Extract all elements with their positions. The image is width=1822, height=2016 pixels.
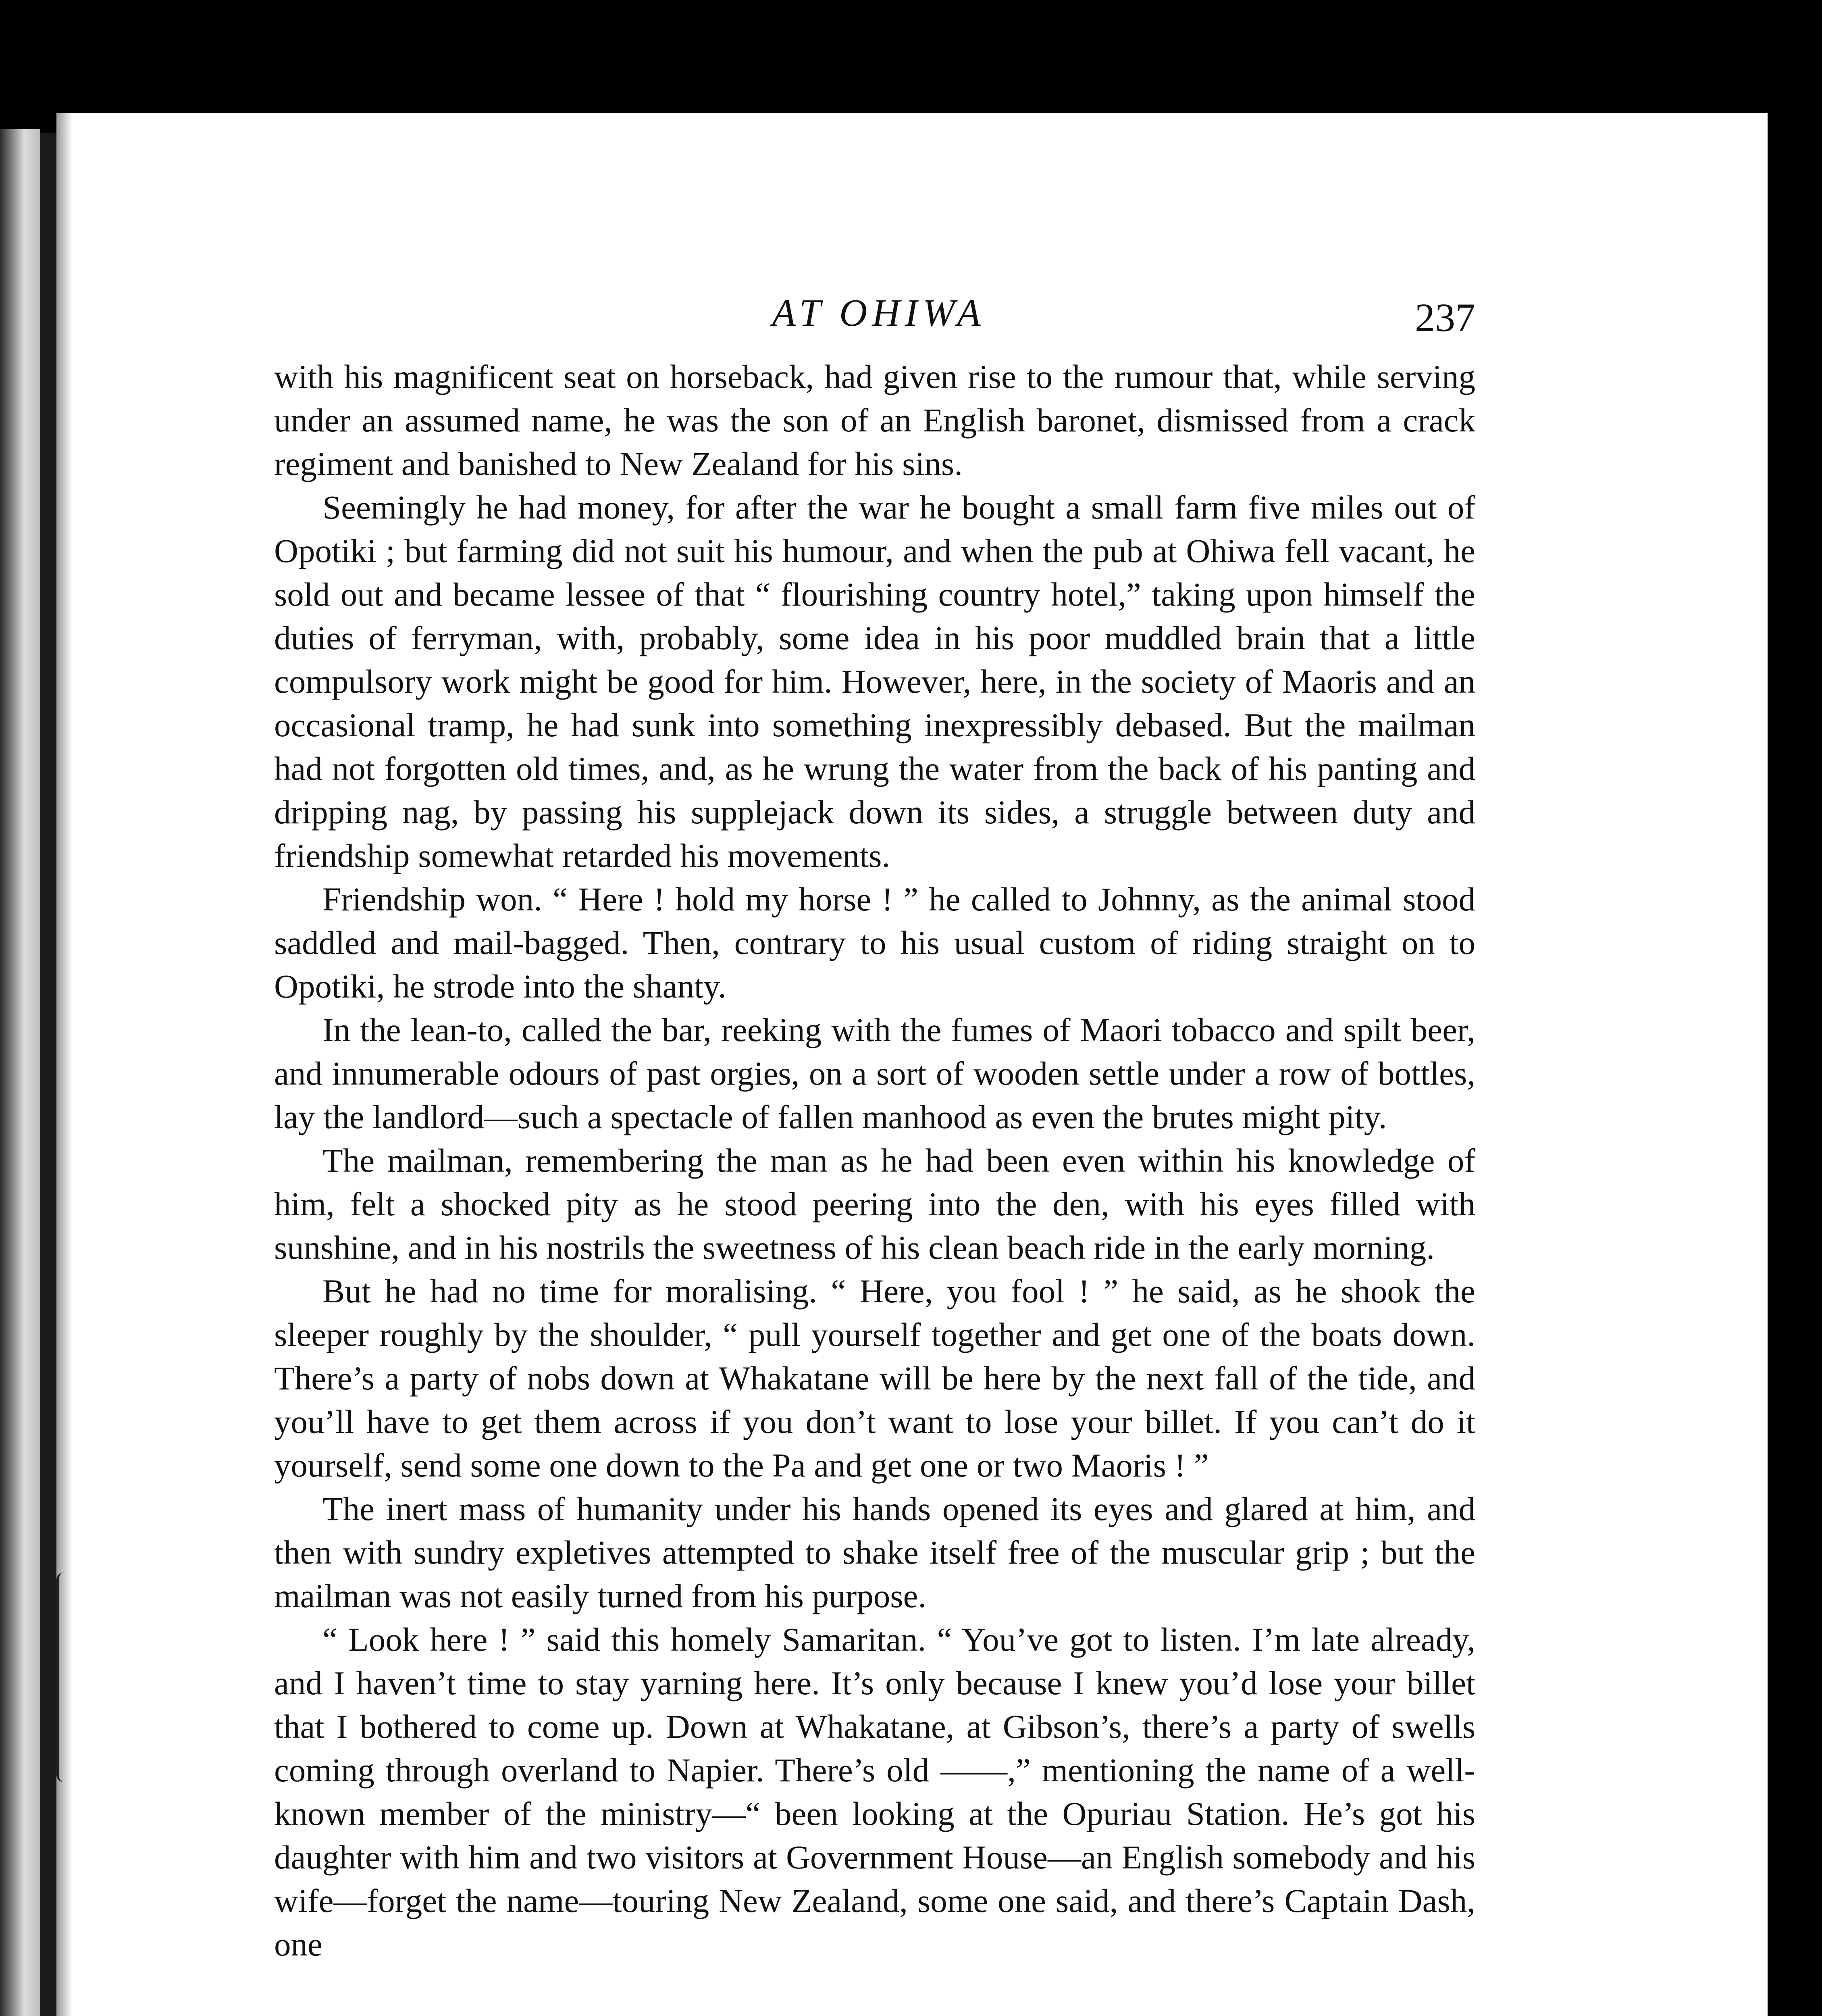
paragraph: In the lean-to, called the bar, reeking with the fumes of Maori tobacco and spilt beer, and innumerable odours of past orgies, on a sort of wooden settle under a row of bottles, lay the landlord—such a spectacle of fallen manhood as even the brutes might pity. <box>274 1011 1475 1135</box>
page-fold-mark <box>56 1572 71 1782</box>
paragraph: Friendship won. “ Here ! hold my horse ! ” he called to Johnny, as the animal stood saddled and mail-bagged. Then, contrary to his usual custom of riding straight on to Opotiki, he strode into the shanty. <box>274 881 1475 1005</box>
paragraph: with his magnificent seat on horseback, had given rise to the rumour that, while serving under an assumed name, he was the son of an English baronet, dismissed from a crack regiment and banished to New Zealand for his sins. <box>274 358 1475 482</box>
running-head: AT OHIWA <box>772 291 986 334</box>
paragraph: The mailman, remembering the man as he had been even within his knowledge of him, felt a shocked pity as he stood peering into the den, with his eyes filled with sunshine, and in his nostrils the sweetness of his clean beach ride in the early morning. <box>274 1142 1475 1266</box>
paragraph: Seemingly he had money, for after the war he bought a small farm five miles out of Opotiki ; but farming did not suit his humour, and when the pub at Ohiwa fell vacant, he sold out and became lessee of that “ flourishing country hotel,” taking upon himself the duties of ferryman, with, probably, some idea in his poor muddled brain that a little compulsory work might be good for him. However, here, in the society of Maoris and an occasional tramp, he had sunk into something inexpressibly debased. But the mailman had not forgotten old times, and, as he wrung the water from the back of his panting and dripping nag, by passing his supplejack down its sides, a struggle between duty and friendship somewhat retarded his movements. <box>274 489 1475 874</box>
body-text <box>274 355 1475 1966</box>
facing-page-edge <box>0 129 40 2016</box>
paragraph: But he had no time for moralising. “ Here, you fool ! ” he said, as he shook the sleeper roughly by the shoulder, “ pull yourself together and get one of the boats down. There’s a party of nobs down at Whakatane will be here by the next fall of the tide, and you’ll have to get them across if you don’t want to lose your billet. If you can’t do it yourself, send some one down to the Pa and get one or two Maoris ! ” <box>274 1272 1475 1484</box>
page-number: 237 <box>1415 295 1475 340</box>
paragraph: The inert mass of humanity under his hands opened its eyes and glared at him, and then with sundry expletives attempted to shake itself free of the muscular grip ; but the mailman was not easily turned from his purpose. <box>274 1490 1475 1614</box>
binding-gutter <box>40 133 56 2016</box>
paragraph: “ Look here ! ” said this homely Samaritan. “ You’ve got to listen. I’m late already, and I haven’t time to stay yarning here. It’s only because I knew you’d lose your billet that I bothered to come up. Down at Whakatane, at Gibson’s, there’s a party of swells coming through overland to Napier. There’s old ——,” mentioning the name of a well-known member of the ministry—“ been looking at the Opuriau Station. He’s got his daughter with him and two visitors at Government House—an English somebody and his wife—forget the name—touring New Zealand, some one said, and there’s Captain Dash, one <box>274 1621 1475 1963</box>
